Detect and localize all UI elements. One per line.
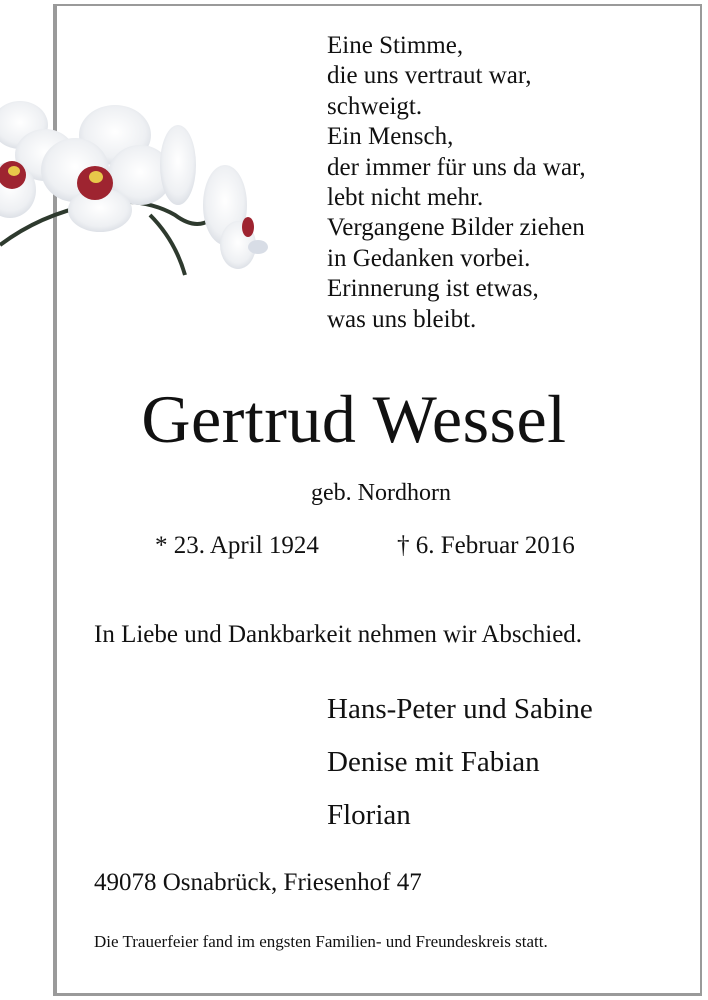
poem-line: Eine Stimme, (327, 32, 464, 59)
orchid-image (0, 95, 275, 285)
farewell-text: In Liebe und Dankbarkeit nehmen wir Abschied. (94, 621, 583, 648)
poem-line: in Gedanken vorbei. (327, 244, 531, 272)
poem-line: Vergangene Bilder ziehen (327, 214, 585, 242)
mourner: Florian (327, 799, 411, 831)
deceased-name: Gertrud Wessel (141, 381, 567, 457)
poem (327, 31, 586, 335)
poem-line: lebt nicht mehr. (327, 184, 484, 212)
mourner: Hans-Peter und Sabine (327, 693, 593, 725)
mourner: Denise mit Fabian (327, 746, 540, 778)
funeral-notice: Die Trauerfeier fand im engsten Familien- und Freundeskreis statt. (94, 932, 548, 951)
poem-line: der immer für uns da war, (327, 153, 586, 181)
death-date: † 6. Februar 2016 (397, 532, 575, 559)
poem-line: schweigt. (327, 92, 423, 120)
maiden-name: geb. Nordhorn (311, 480, 451, 506)
poem-line: Ein Mensch, (327, 123, 454, 151)
poem-line: die uns vertraut war, (327, 62, 532, 90)
address: 49078 Osnabrück, Friesenhof 47 (94, 869, 422, 896)
birth-date: * 23. April 1924 (155, 532, 319, 559)
poem-line: Erinnerung ist etwas, (327, 275, 539, 303)
mourners-list (327, 683, 593, 842)
poem-line: was uns bleibt. (327, 305, 477, 333)
